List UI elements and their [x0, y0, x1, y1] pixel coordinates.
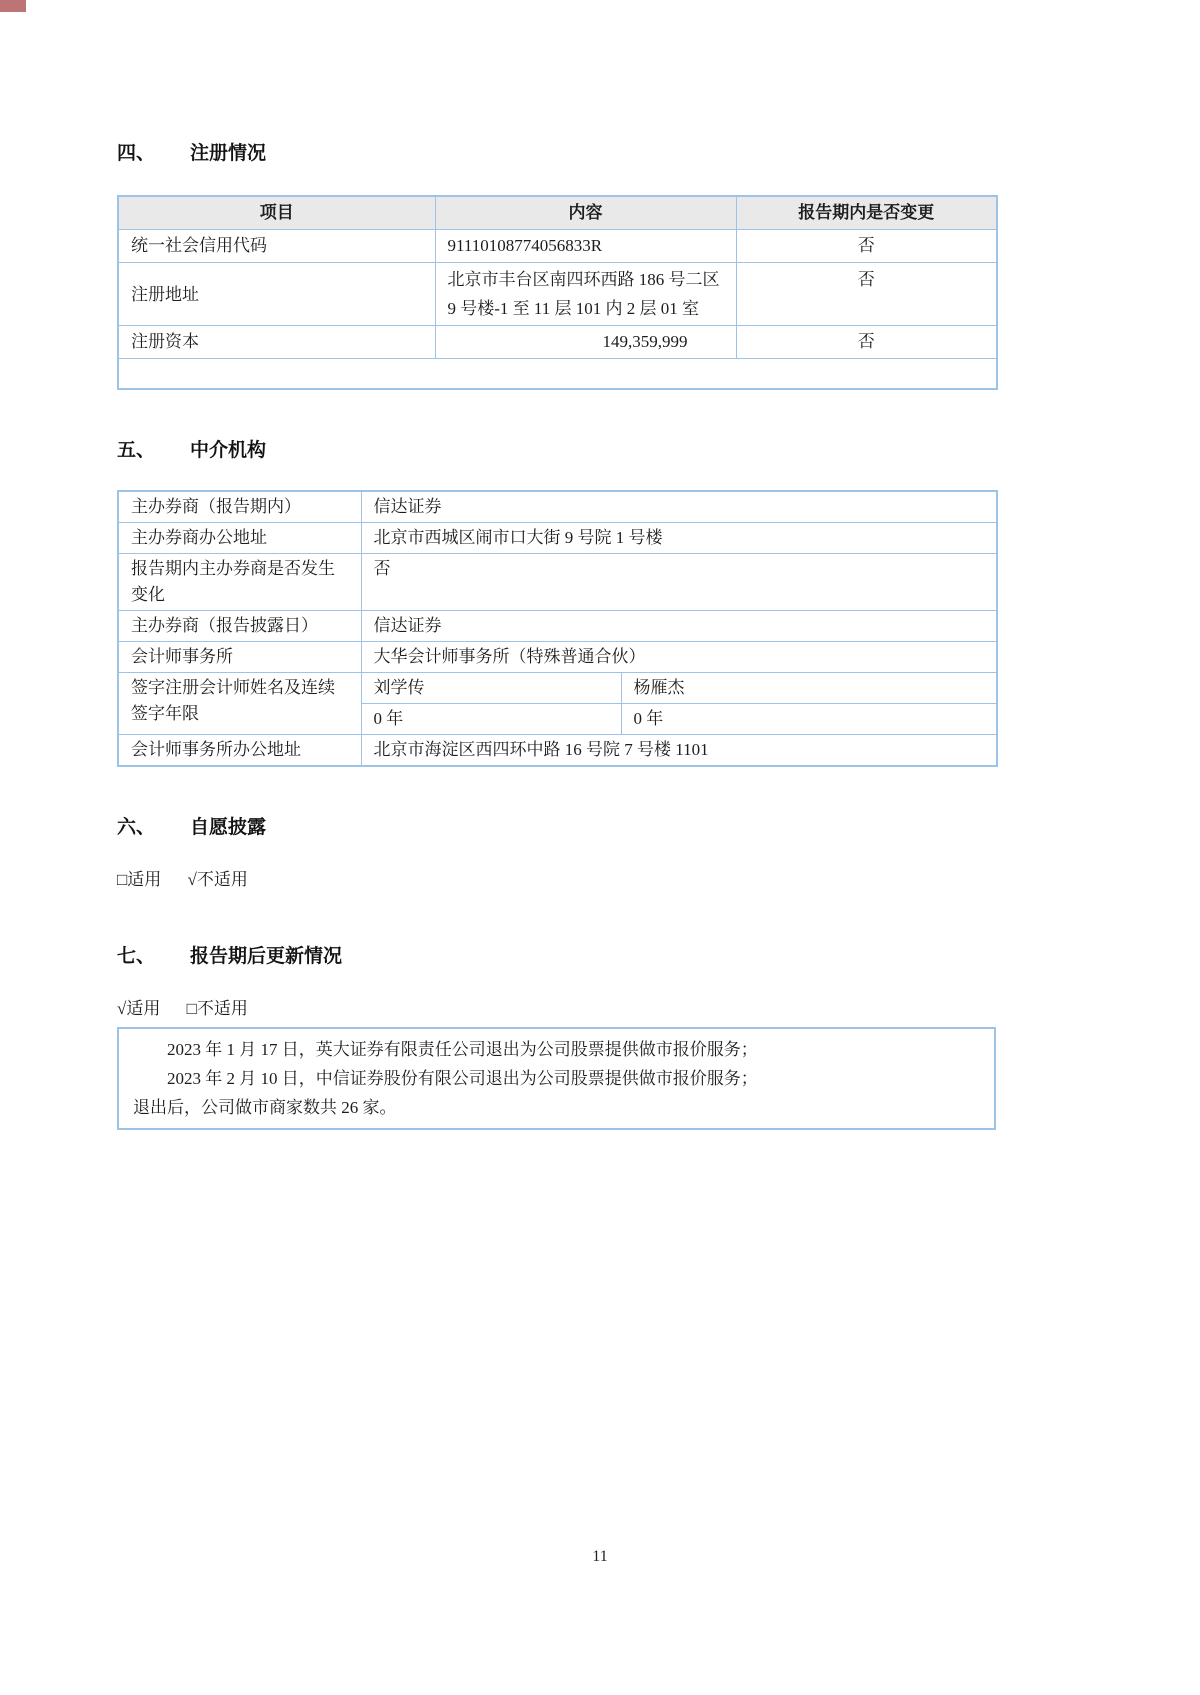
registered-capital-label: 注册资本	[118, 326, 435, 359]
registered-capital-value: 149,359,999	[435, 326, 736, 359]
update-line: 退出后，公司做市商家数共 26 家。	[133, 1098, 397, 1117]
table-row	[118, 735, 997, 767]
page-content	[117, 0, 996, 1130]
signing-accountants-label: 签字注册会计师姓名及连续签字年限	[118, 673, 361, 735]
sponsor-disclosure-value: 信达证券	[361, 611, 997, 642]
accounting-firm-value: 大华会计师事务所（特殊普通合伙）	[361, 642, 997, 673]
intermediary-table	[117, 490, 998, 767]
table-row	[118, 491, 997, 523]
not-applicable-checkbox: √不适用	[187, 870, 248, 889]
sponsor-changed-value: 否	[361, 554, 997, 611]
section5-heading	[117, 438, 996, 463]
registered-address-value: 北京市丰台区南四环西路 186 号二区 9 号楼-1 至 11 层 101 内 2 层 01 室	[435, 263, 736, 326]
page-number: 11	[592, 1548, 608, 1565]
sponsor-disclosure-label: 主办券商（报告披露日）	[118, 611, 361, 642]
registered-capital-changed: 否	[736, 326, 997, 359]
accountant2-years: 0 年	[621, 704, 997, 735]
sponsor-address-label: 主办券商办公地址	[118, 523, 361, 554]
registration-header-row	[118, 196, 997, 230]
registration-header-changed: 报告期内是否变更	[736, 196, 997, 230]
section7-options	[117, 997, 996, 1021]
table-row	[118, 611, 997, 642]
table-row	[118, 326, 997, 359]
registration-header-content: 内容	[435, 196, 736, 230]
section7-number: 七、	[117, 946, 156, 967]
accounting-firm-address-label: 会计师事务所办公地址	[118, 735, 361, 767]
section6-heading	[117, 815, 996, 840]
credit-code-changed: 否	[736, 230, 997, 263]
empty-cell	[118, 359, 997, 390]
applicable-checkbox: □适用	[117, 870, 162, 889]
credit-code-label: 统一社会信用代码	[118, 230, 435, 263]
registration-header-item: 项目	[118, 196, 435, 230]
accounting-firm-address-value: 北京市海淀区西四环中路 16 号院 7 号楼 1101	[361, 735, 997, 767]
section5-title: 中介机构	[190, 440, 267, 461]
section5-number: 五、	[117, 440, 156, 461]
table-row	[118, 523, 997, 554]
section7-title: 报告期后更新情况	[190, 946, 343, 967]
registered-address-label: 注册地址	[118, 263, 435, 326]
credit-code-value: 91110108774056833R	[435, 230, 736, 263]
accounting-firm-label: 会计师事务所	[118, 642, 361, 673]
sponsor-address-value: 北京市西城区闹市口大街 9 号院 1 号楼	[361, 523, 997, 554]
section4-heading	[117, 141, 996, 166]
table-row	[118, 230, 997, 263]
red-corner-mark	[0, 0, 26, 12]
registered-address-changed: 否	[736, 263, 997, 326]
section6-number: 六、	[117, 817, 156, 838]
accountant1-years: 0 年	[361, 704, 621, 735]
sponsor-changed-label: 报告期内主办券商是否发生变化	[118, 554, 361, 611]
sponsor-period-value: 信达证券	[361, 491, 997, 523]
applicable-checkbox: √适用	[117, 999, 161, 1018]
table-row-empty	[118, 359, 997, 390]
update-line: 2023 年 1 月 17 日，英大证券有限责任公司退出为公司股票提供做市报价服务；	[167, 1040, 758, 1059]
not-applicable-checkbox: □不适用	[186, 999, 248, 1018]
section4-title: 注册情况	[190, 143, 267, 164]
table-row	[118, 673, 997, 704]
section6-title: 自愿披露	[190, 817, 267, 838]
post-period-update-box	[117, 1027, 996, 1130]
accountant2-name: 杨雁杰	[621, 673, 997, 704]
section4-number: 四、	[117, 143, 156, 164]
sponsor-period-label: 主办券商（报告期内）	[118, 491, 361, 523]
section6-options	[117, 868, 996, 892]
section7-heading	[117, 944, 996, 969]
table-row	[118, 642, 997, 673]
table-row	[118, 263, 997, 326]
accountant1-name: 刘学传	[361, 673, 621, 704]
table-row	[118, 554, 997, 611]
registration-table	[117, 195, 998, 390]
update-line: 2023 年 2 月 10 日，中信证券股份有限公司退出为公司股票提供做市报价服务；	[167, 1069, 758, 1088]
